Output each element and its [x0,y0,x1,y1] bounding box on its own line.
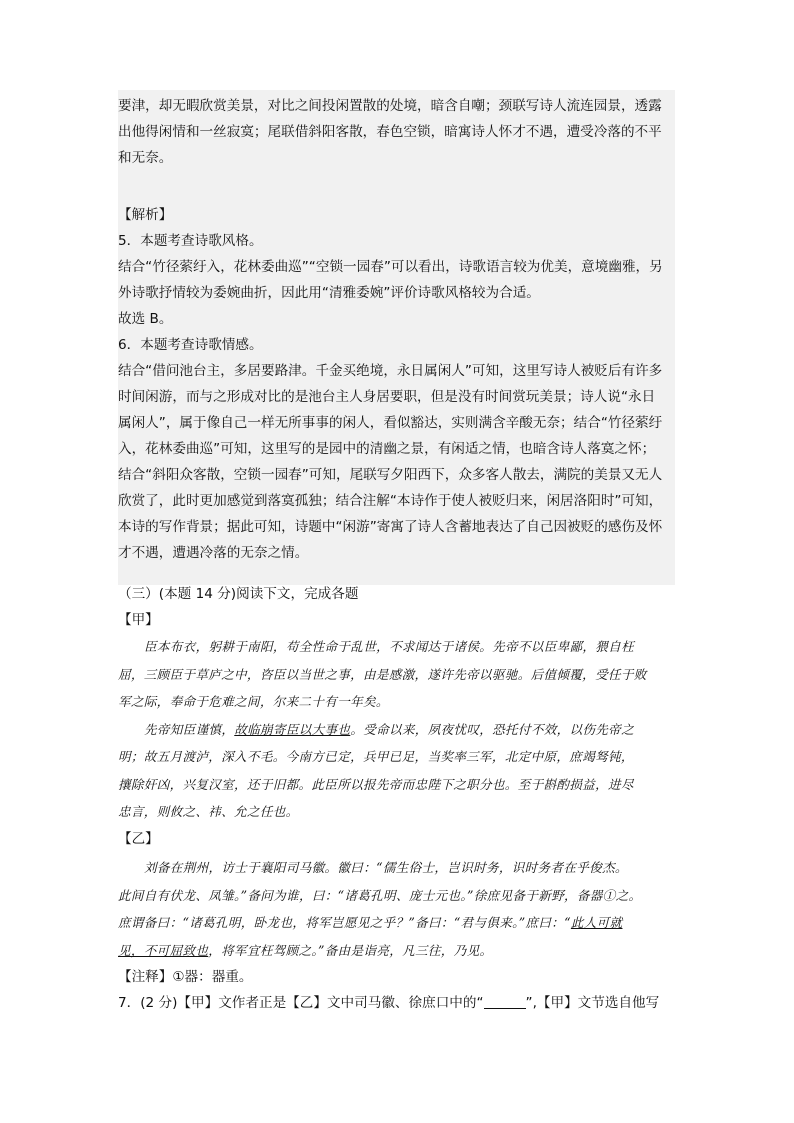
analysis-line: 故选 B。 [118,311,173,327]
jia-label: 【甲】 [118,612,159,628]
yi-label-block [118,826,684,852]
section-3-heading-block [118,581,684,633]
jia-line: 屈，三顾臣于草庐之中，咨臣以当世之事，由是感激，遂许先帝以驱驰。后值倾覆，受任于败 [118,666,647,682]
analysis-line: 才不遇，遭遇冷落的无奈之情。 [118,545,309,561]
underlined-sentence: 见，不可屈致也 [118,942,209,958]
yi-text: 庶谓备曰：“诸葛孔明，卧龙也，将军岂愿见之乎？”备曰：“君与俱来。”庶曰：“ [118,915,571,930]
jia-line: 臣本布衣，躬耕于南阳，苟全性命于乱世，不求闻达于诸侯。先帝不以臣卑鄙，猥自枉 [144,639,634,654]
jia-line: 明；故五月渡泸，深入不毛。今南方已定，兵甲已足，当奖率三军，北定中原，庶竭驽钝， [118,749,634,764]
analysis-line: 欣赏了，此时更加感觉到落寞孤独；结合注解“本诗作于使人被贬归来，闲居洛阳时”可知， [118,493,663,509]
analysis-line: 时间闲游，而与之形成对比的是池台主人身居要职，但是没有时间赏玩美景；诗人说“永日 [118,389,656,405]
jia-line [118,716,684,744]
answer-blank[interactable] [484,994,526,1009]
answer-line: 要津，却无暇欣赏美景，对比之间投闲置散的处境，暗含自嘲；颈联写诗人流连园景，透露 [118,98,662,114]
underlined-sentence: 此人可就 [570,915,623,930]
jia-line: 军之际，奉命于危难之间，尔来二十有一年矣。 [118,694,389,709]
jia-text: 。受命以来，夙夜忧叹，恐托付不效，以伤先帝之 [350,721,634,737]
analysis-line: 结合“斜阳众客散，空锁一园春”可知，尾联写夕阳西下，众多客人散去，满院的美景又无人 [118,467,663,483]
analysis-block [118,202,684,566]
yi-line: 此间自有伏龙、凤雏。”备问为谁，曰：“诸葛孔明、庞士元也。”徐庶见备于新野，备器①之。 [118,887,642,903]
analysis-line: 结合“借问池台主，多居要路津。千金买绝境，永日属闲人”可知，这里写诗人被贬后有许多 [118,363,663,379]
jia-text: 先帝知臣谨慎， [144,721,235,737]
question-7 [118,990,684,1016]
analysis-line: 结合“竹径萦纡入，花林委曲巡”“空锁一园春”可以看出，诗歌语言较为优美，意境幽雅，另 [118,259,663,275]
answer-line: 和无奈。 [118,150,173,166]
yi-label: 【乙】 [118,831,159,847]
yi-line [118,909,684,937]
analysis-line: 本诗的写作背景；据此可知，诗题中“闲游”寄寓了诗人含蓄地表达了自己因被贬的感伤及怀 [118,519,663,535]
yi-line [118,937,684,965]
yi-line: 刘备在荆州，访士于襄阳司马徽。徽曰：“儒生俗士，岂识时务，识时务者在乎俊杰。 [144,860,628,875]
analysis-line: 5．本题考查诗歌风格。 [118,233,263,249]
question-7-text: 7．(2 分)【甲】文作者正是【乙】文中司马徽、徐庶口中的“ [118,995,484,1011]
analysis-heading: 【解析】 [118,207,173,223]
analysis-line: 6．本题考查诗歌情感。 [118,337,263,353]
footer-block [118,964,684,1016]
answer-line: 出他得闲情和一丝寂寞；尾联借斜阳客散，春色空锁，暗寓诗人怀才不遇，遭受冷落的不平 [118,124,662,140]
question-7-text: ”,【甲】文节选自他写 [525,995,660,1011]
answer-block [118,93,684,171]
section-3-heading: （三）(本题 14 分)阅读下文，完成各题 [118,586,359,602]
analysis-line: 属闲人”，属于像自己一样无所事事的闲人，看似豁达，实则满含辛酸无奈；结合“竹径萦纡 [118,415,663,431]
analysis-line: 外诗歌抒情较为委婉曲折，因此用“清雅委婉”评价诗歌风格较为合适。 [118,285,540,301]
jia-line: 忠言，则攸之、祎、允之任也。 [118,804,299,819]
analysis-line: 入，花林委曲巡”可知，这里写的是园中的清幽之景，有闲适之情，也暗含诗人落寞之怀； [118,441,656,457]
yi-text: ，将军宜枉驾顾之。”备由是诣亮，凡三往，乃见。 [208,942,493,958]
note: 【注释】①器：器重。 [118,969,253,985]
underlined-sentence: 故临崩寄臣以大事也 [234,721,351,737]
jia-passage [118,633,684,826]
yi-passage [118,854,684,964]
jia-line: 攘除奸凶，兴复汉室，还于旧都。此臣所以报先帝而忠陛下之职分也。至于斟酌损益，进尽 [118,776,634,792]
